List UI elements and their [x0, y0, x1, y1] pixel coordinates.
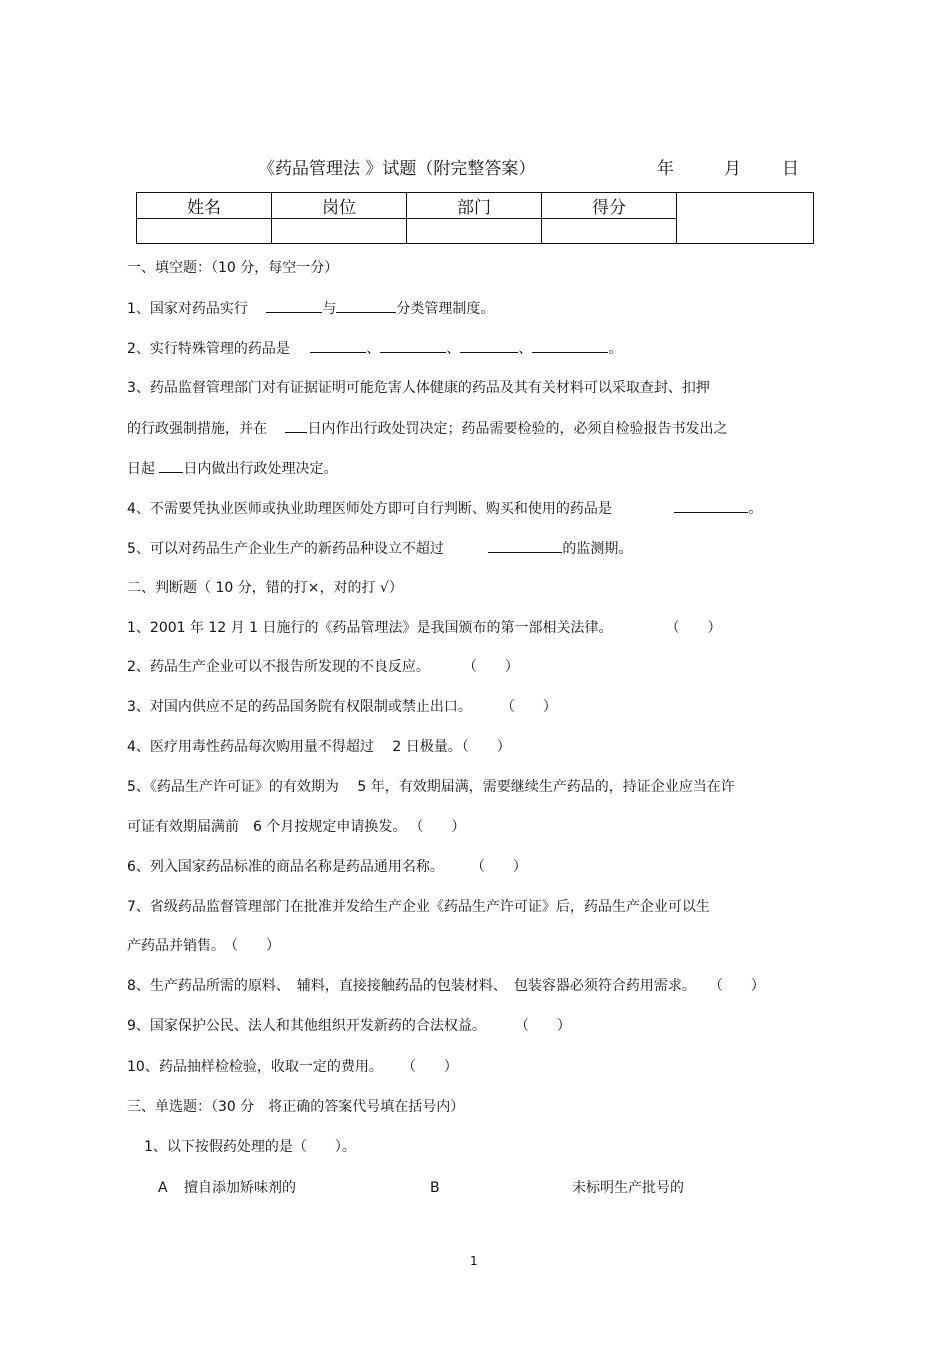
fill-question-5 — [127, 538, 632, 559]
judge-question-7-line-2 — [127, 936, 280, 956]
answer-paren[interactable]: （ ） — [521, 1018, 571, 1034]
choice-question-1: 1、以下按假药处理的是（ ）。 — [144, 1139, 356, 1155]
score-box[interactable] — [677, 193, 814, 244]
question-text: 8、生产药品所需的原料、 辅料，直接接触药品的包装材料、 包装容器必须符合药用需求。 — [127, 978, 696, 994]
blank[interactable] — [159, 458, 183, 473]
question-text: 1、2001 年 12 月 1 日施行的《药品管理法》是我国颁布的第一部相关法律。 — [127, 620, 613, 636]
blank[interactable] — [488, 538, 562, 553]
judge-question-6 — [127, 857, 527, 877]
answer-paren[interactable]: （ ） — [672, 620, 722, 636]
fill-q1-text-b: 与 — [322, 301, 337, 317]
blank[interactable] — [266, 298, 322, 313]
section-judge-heading: 二、判断题（ 10 分，错的打×，对的打 √） — [127, 580, 403, 596]
answer-paren[interactable]: （ ） — [477, 859, 527, 875]
judge-question-4 — [127, 737, 511, 757]
fill-q3-text-d: 日内做出行政处理决定。 — [183, 461, 338, 477]
period: 。 — [748, 501, 763, 517]
fill-question-1 — [127, 298, 494, 319]
judge-question-2 — [127, 657, 519, 677]
section-fill-heading: 一、填空题：（10 分，每空一分） — [127, 260, 339, 276]
blank[interactable] — [674, 498, 748, 513]
question-text: 6、列入国家药品标准的商品名称是药品通用名称。 — [127, 859, 444, 875]
date-day: 日 — [782, 159, 799, 179]
fill-question-2 — [127, 338, 622, 359]
answer-paren[interactable]: （ ） — [461, 739, 511, 755]
blank[interactable] — [380, 338, 446, 353]
separator: 、 — [446, 341, 461, 357]
question-text: 可证有效期届满前 6 个月按规定申请换发。 — [127, 819, 407, 835]
section-choice-heading: 三、单选题：（30 分 将正确的答案代号填在括号内） — [127, 1099, 465, 1115]
choice-option-b-label[interactable]: B — [430, 1180, 440, 1196]
answer-paren[interactable]: （ ） — [469, 659, 519, 675]
fill-q5-text-a: 5、可以对药品生产企业生产的新药品种设立不超过 — [127, 541, 444, 557]
fill-q3-text-a: 的行政强制措施，并在 — [127, 421, 267, 437]
fill-q3-text-b: 日内作出行政处罚决定；药品需要检验的，必须自检验报告书发出之 — [307, 421, 728, 437]
blank[interactable] — [460, 338, 518, 353]
choice-option-a-text[interactable]: 擅自添加矫味剂的 — [184, 1180, 296, 1196]
fill-q1-text-c: 分类管理制度。 — [396, 301, 495, 317]
dept-cell[interactable] — [407, 219, 542, 244]
score-cell[interactable] — [542, 219, 677, 244]
answer-paren[interactable]: （ ） — [715, 978, 765, 994]
choice-option-a-label[interactable]: A — [158, 1180, 168, 1196]
judge-question-7-line-1: 7、省级药品监督管理部门在批准并发给生产企业《药品生产许可证》后，药品生产企业可以生 — [127, 899, 710, 915]
judge-question-3 — [127, 697, 557, 717]
question-text: 产药品并销售。 — [127, 938, 225, 954]
fill-q1-text-a: 1、国家对药品实行 — [127, 301, 248, 317]
answer-paren[interactable]: （ ） — [416, 819, 466, 835]
fill-q3-text-c: 日起 — [127, 461, 155, 477]
judge-question-10 — [127, 1057, 458, 1077]
post-header: 岗位 — [272, 193, 407, 219]
question-text: 2、药品生产企业可以不报告所发现的不良反应。 — [127, 659, 430, 675]
fill-question-3-line-3 — [127, 458, 337, 479]
fill-q5-text-b: 的监测期。 — [562, 541, 633, 557]
dept-header: 部门 — [407, 193, 542, 219]
info-table — [136, 192, 814, 244]
date-month: 月 — [724, 159, 741, 179]
score-header: 得分 — [542, 193, 677, 219]
blank[interactable] — [310, 338, 366, 353]
period: 。 — [608, 341, 623, 357]
blank[interactable] — [336, 298, 396, 313]
name-cell[interactable] — [137, 219, 272, 244]
fill-q2-text: 2、实行特殊管理的药品是 — [127, 341, 290, 357]
post-cell[interactable] — [272, 219, 407, 244]
blank[interactable] — [532, 338, 608, 353]
blank[interactable] — [285, 418, 307, 433]
judge-question-1 — [127, 618, 722, 638]
choice-option-b-text[interactable]: 未标明生产批号的 — [572, 1180, 684, 1196]
name-header: 姓名 — [137, 193, 272, 219]
question-text: 9、国家保护公民、法人和其他组织开发新药的合法权益。 — [127, 1018, 486, 1034]
judge-question-8 — [127, 976, 765, 996]
question-text: 3、对国内供应不足的药品国务院有权限制或禁止出口。 — [127, 699, 472, 715]
page-title: 《药品管理法 》试题（附完整答案） — [258, 159, 536, 179]
fill-question-4 — [127, 498, 762, 519]
date-year: 年 — [657, 159, 674, 179]
fill-q4-text: 4、不需要凭执业医师或执业助理医师处方即可自行判断、购买和使用的药品是 — [127, 501, 612, 517]
fill-question-3-line-1: 3、药品监督管理部门对有证据证明可能危害人体健康的药品及其有关材料可以采取查封、扣押 — [127, 380, 710, 396]
fill-question-3-line-2 — [127, 418, 727, 439]
answer-paren[interactable]: （ ） — [408, 1059, 458, 1075]
judge-question-5-line-2 — [127, 817, 465, 837]
question-text: 10、药品抽样检检验，收取一定的费用。 — [127, 1059, 383, 1075]
answer-paren[interactable]: （ ） — [507, 699, 557, 715]
judge-question-5-line-1: 5、《药品生产许可证》的有效期为 5 年，有效期届满，需要继续生产药品的，持证企业应当在许 — [127, 779, 735, 795]
separator: 、 — [366, 341, 381, 357]
answer-paren[interactable]: （ ） — [231, 938, 280, 954]
question-text: 4、医疗用毒性药品每次购用量不得超过 2 日极量。 — [127, 739, 462, 755]
page-number: 1 — [470, 1254, 478, 1268]
separator: 、 — [518, 341, 533, 357]
judge-question-9 — [127, 1016, 571, 1036]
